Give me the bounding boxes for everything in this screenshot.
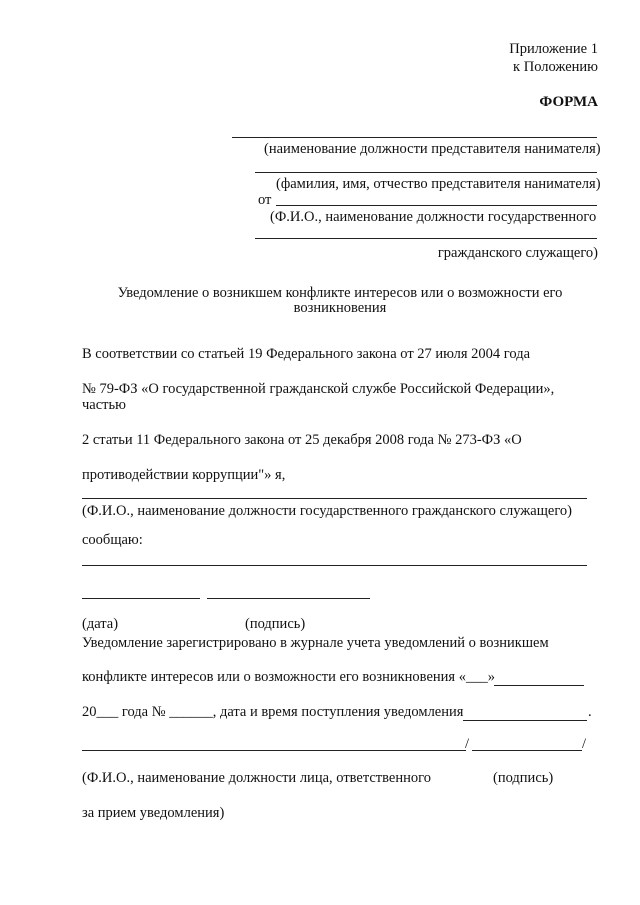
registration-period: . xyxy=(588,704,592,720)
regulation-label: к Положению xyxy=(513,59,598,75)
body-line-2: № 79-ФЗ «О государственной гражданской службе Российской Федерации», xyxy=(82,381,555,397)
slash-1: / xyxy=(465,736,470,752)
appendix-label: Приложение 1 xyxy=(509,41,598,57)
responsible-sign-caption: (подпись) xyxy=(493,770,554,786)
body-line-4: 2 статьи 11 Федерального закона от 25 декабря 2008 года № 273-ФЗ «О xyxy=(82,432,522,448)
registration-month-line[interactable] xyxy=(494,685,584,686)
sender-line-2[interactable] xyxy=(255,238,597,239)
report-line[interactable] xyxy=(82,565,587,566)
notice-title-line1: Уведомление о возникшем конфликте интересов или о возможности его xyxy=(117,285,563,301)
addressee-position-line[interactable] xyxy=(232,137,597,138)
employee-line[interactable] xyxy=(82,498,587,499)
report-label: сообщаю: xyxy=(82,532,143,548)
responsible-sign-line[interactable] xyxy=(472,750,582,751)
responsible-caption-1: (Ф.И.О., наименование должности лица, ответственного xyxy=(82,770,431,786)
sender-line[interactable] xyxy=(276,205,597,206)
registration-datetime-line[interactable] xyxy=(463,720,587,721)
responsible-caption-2: за прием уведомления) xyxy=(82,805,225,821)
signature-caption: (подпись) xyxy=(245,616,306,632)
sender-caption-1: (Ф.И.О., наименование должности государственного xyxy=(270,209,597,225)
sender-caption-2: гражданского служащего) xyxy=(437,245,598,261)
addressee-name-caption: (фамилия, имя, отчество представителя нанимателя) xyxy=(276,176,601,192)
responsible-name-line[interactable] xyxy=(82,750,466,751)
notice-title-line2: возникновения xyxy=(293,300,387,316)
date-caption: (дата) xyxy=(82,616,119,632)
form-label: ФОРМА xyxy=(539,94,598,110)
addressee-position-caption: (наименование должности представителя нанимателя) xyxy=(264,141,601,157)
body-line-3: частью xyxy=(82,397,126,413)
signature-line[interactable] xyxy=(207,598,370,599)
date-line[interactable] xyxy=(82,598,200,599)
addressee-name-line[interactable] xyxy=(255,172,597,173)
registration-line-2: конфликте интересов или о возможности его возникновения «___» xyxy=(82,669,495,685)
registration-line-3: 20___ года № ______, дата и время поступления уведомления xyxy=(82,704,464,720)
from-label: от xyxy=(258,192,272,208)
registration-line-1: Уведомление зарегистрировано в журнале учета уведомлений о возникшем xyxy=(82,635,549,651)
slash-2: / xyxy=(582,736,587,752)
body-line-5: противодействии коррупции"» я, xyxy=(82,467,286,483)
employee-caption: (Ф.И.О., наименование должности государственного гражданского служащего) xyxy=(82,503,572,519)
body-line-1: В соответствии со статьей 19 Федерального закона от 27 июля 2004 года xyxy=(82,346,531,362)
